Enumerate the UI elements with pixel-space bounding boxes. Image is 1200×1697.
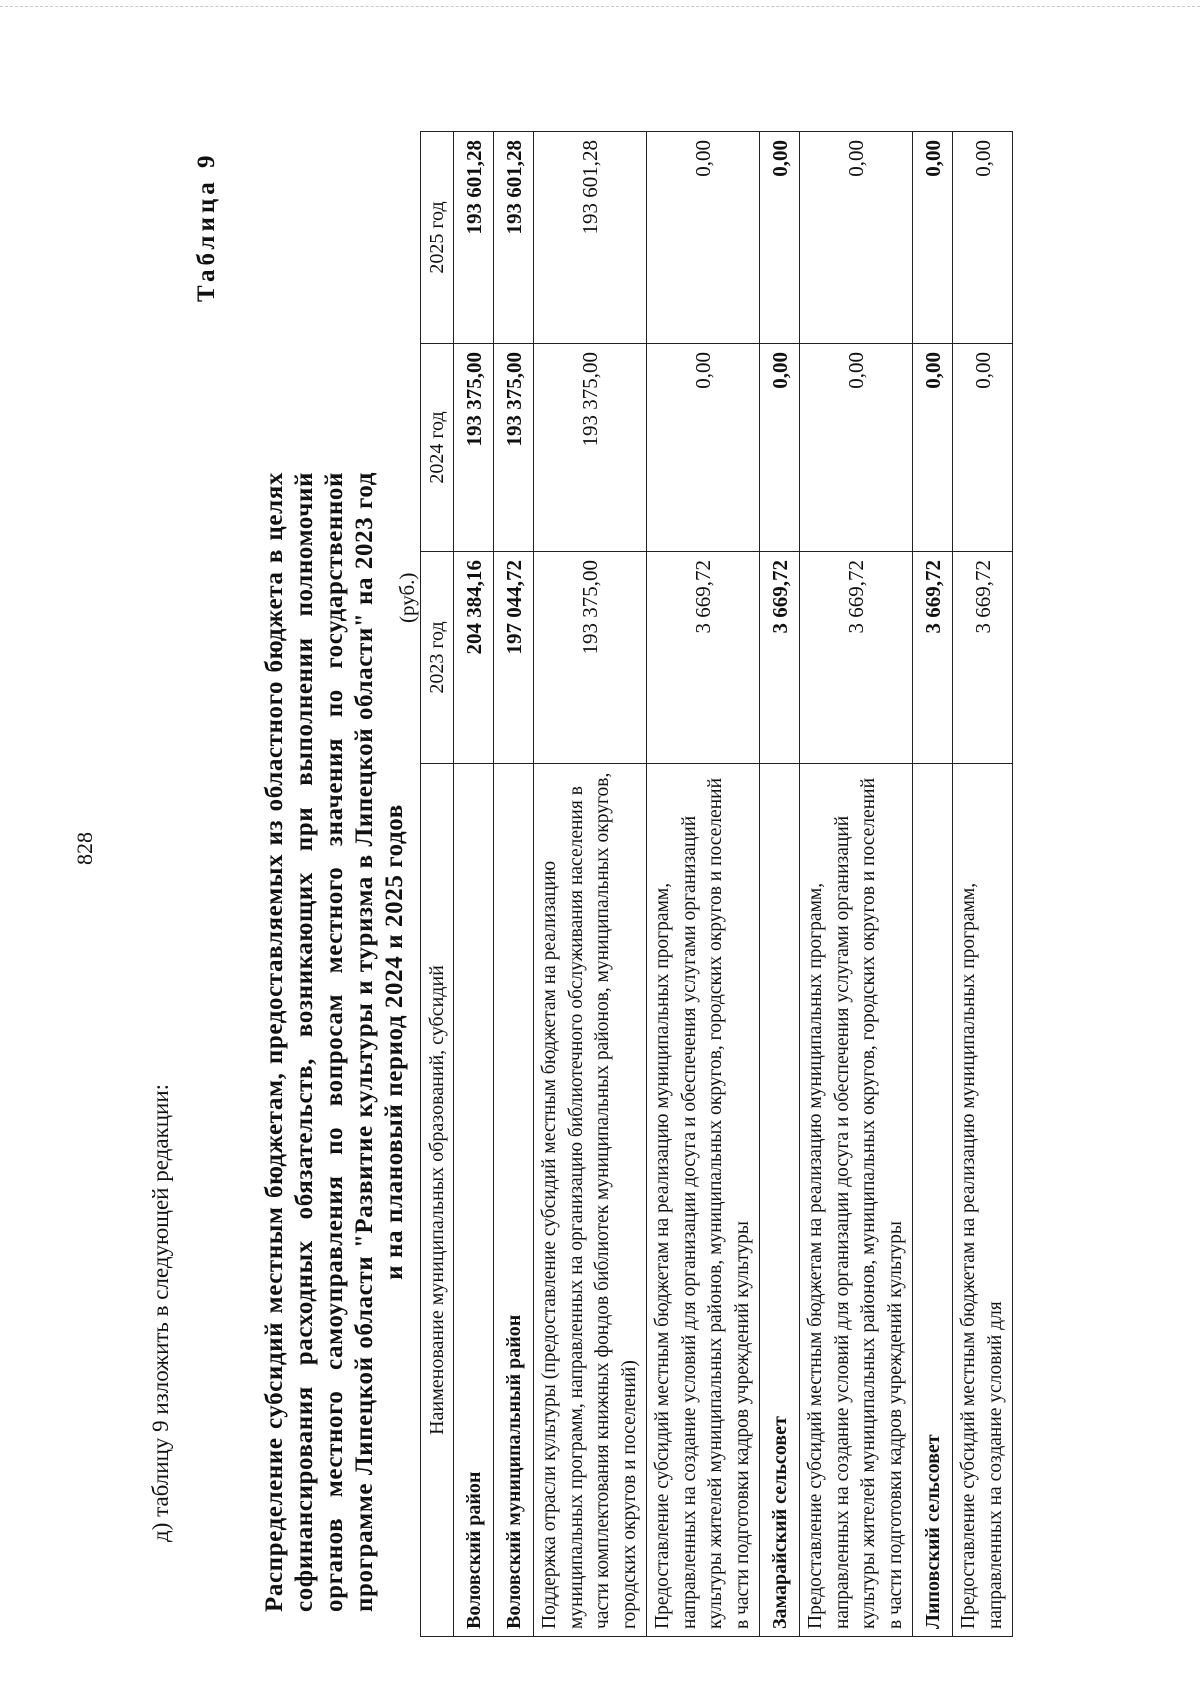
row-2025: 0,00 [913,132,953,344]
table-header-row [421,132,454,1637]
table-row [454,132,494,1637]
table-caption: Таблица 9 [193,151,220,302]
table-row [913,132,953,1637]
row-2025: 0,00 [953,132,1013,344]
row-2025: 193 601,28 [494,132,534,344]
table-row [953,132,1013,1637]
row-2024: 193 375,00 [534,344,647,552]
document-title: Распределение субсидий местным бюджетам, предоставляемых из областного бюджета в целях софинансирования расходных обязательств, возникающих при выполнении полномочий органов местного самоуправления по вопросам местного значения по государственной программе Липецкой области "Развитие культуры и туризма в Липецкой области" на 2023 год и на плановый период 2024 и 2025 годов [261,472,408,1612]
header-2024: 2024 год [421,344,454,552]
row-2024: 0,00 [913,344,953,552]
row-name: Предоставление субсидий местным бюджетам на реализацию муниципальных программ, направленных на создание условий для [953,764,1013,1637]
row-2025: 193 601,28 [454,132,494,344]
row-2023: 197 044,72 [494,552,534,764]
row-2025: 193 601,28 [534,132,647,344]
header-2023: 2023 год [421,552,454,764]
row-2025: 0,00 [760,132,800,344]
row-2024: 0,00 [800,344,913,552]
table-row [534,132,647,1637]
row-2023: 3 669,72 [953,552,1013,764]
row-name: Воловский муниципальный район [494,764,534,1637]
row-2023: 3 669,72 [800,552,913,764]
row-2024: 193 375,00 [494,344,534,552]
table-row [494,132,534,1637]
header-name: Наименование муниципальных образований, субсидий [421,764,454,1637]
row-name: Предоставление субсидий местным бюджетам на реализацию муниципальных программ, направленных на создание условий для организации досуга и обеспечения услугами организаций культуры жителей муниципальных районов, муниципальных округов, городских округов и поселений в части подготовки кадров учреждений культуры [800,764,913,1637]
table-row [647,132,760,1637]
header-2025: 2025 год [421,132,454,344]
intro-text: д) таблицу 9 изложить в следующей редакции: [148,1083,173,1542]
row-2024: 0,00 [647,344,760,552]
row-2025: 0,00 [800,132,913,344]
row-2023: 204 384,16 [454,552,494,764]
page-number: 828 [72,832,97,865]
row-name: Замарайский сельсовет [760,764,800,1637]
table-row [800,132,913,1637]
row-2024: 0,00 [953,344,1013,552]
row-name: Липовский сельсовет [913,764,953,1637]
row-name: Поддержка отрасли культуры (предоставление субсидий местным бюджетам на реализацию муниципальных программ, направленных на организацию библиотечного обслуживания населения в части комплектования книжных фондов библиотек муниципальных районов, муниципальных округов, городских округов и поселений) [534,764,647,1637]
row-2023: 3 669,72 [913,552,953,764]
row-2025: 0,00 [647,132,760,344]
row-2023: 3 669,72 [647,552,760,764]
row-2023: 193 375,00 [534,552,647,764]
table-row [760,132,800,1637]
unit-label: (руб.) [395,572,419,623]
row-2024: 0,00 [760,344,800,552]
row-2024: 193 375,00 [454,344,494,552]
row-name: Воловский район [454,764,494,1637]
row-name: Предоставление субсидий местным бюджетам на реализацию муниципальных программ, направленных на создание условий для организации досуга и обеспечения услугами организаций культуры жителей муниципальных районов, муниципальных округов, городских округов и поселений в части подготовки кадров учреждений культуры [647,764,760,1637]
row-2023: 3 669,72 [760,552,800,764]
subsidy-table [420,131,1013,1637]
